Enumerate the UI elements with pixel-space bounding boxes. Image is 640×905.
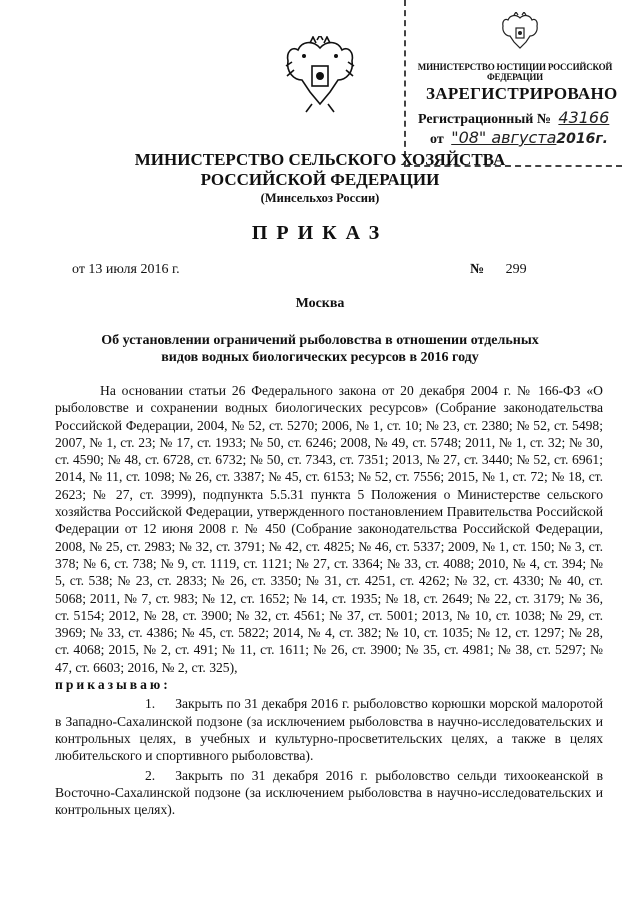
list-item: [55, 695, 603, 764]
city: Москва: [295, 296, 345, 311]
stamp-date: [430, 128, 608, 148]
item-text: Закрыть по 31 декабря 2016 г. рыболовство корюшки морской малоротой в Западно-Сахалинской подзоне (за исключением рыболовства в научно-исследовательских и контрольных целях, в учебных и культурно-просветительских целях, а также в целях любительского и спортивного рыболовства).: [55, 696, 603, 764]
stamp-date-year: 2016г.: [556, 131, 609, 147]
number-sign: №: [470, 262, 485, 277]
stamp-ministry: МИНИСТЕРСТВО ЮСТИЦИИ РОССИЙСКОЙ ФЕДЕРАЦИИ: [417, 62, 613, 82]
list-item: [55, 767, 603, 819]
stamp-reg-number: 43166: [558, 108, 610, 127]
item-number: 2.: [145, 767, 156, 783]
order-word: приказываю:: [55, 677, 171, 693]
order-word-line: [55, 676, 603, 693]
document-type-title: ПРИКАЗ: [251, 222, 389, 244]
coat-of-arms-icon: [500, 12, 540, 54]
stamp-reg-label: Регистрационный №: [418, 112, 551, 127]
registration-stamp: [404, 0, 622, 167]
coat-of-arms-icon: [282, 36, 358, 114]
order-number-value: 299: [505, 262, 527, 277]
subject-line1: Об установлении ограничений рыболовства в отношении отдельных: [101, 333, 539, 348]
subject-line2: видов водных биологических ресурсов в 2016 году: [161, 350, 479, 365]
order-number: [470, 262, 527, 278]
order-date: от 13 июля 2016 г.: [72, 262, 180, 277]
order-body: [55, 382, 603, 818]
ministry-name-line2: РОССИЙСКОЙ ФЕДЕРАЦИИ: [200, 170, 440, 189]
stamp-registration: [418, 108, 609, 128]
item-number: 1.: [145, 696, 156, 712]
item-text: Закрыть по 31 декабря 2016 г. рыболовство сельди тихоокеанской в Восточно-Сахалинской подзоне (за исключением рыболовства в научно-исследовательских и контрольных целях).: [55, 767, 603, 818]
ministry-name-line1: МИНИСТЕРСТВО СЕЛЬСКОГО ХОЗЯЙСТВА: [134, 150, 506, 169]
preamble-text: На основании статьи 26 Федерального закона от 20 декабря 2004 г. № 166-ФЗ «О рыболовстве и сохранении водных биологических ресурсов» (Собрание законодательства Российской Федерации, 2004, № 52, ст. 5270; 2006, № 1, ст. 10; № 23, ст. 2380; № 52, ст. 5498; 2007, № 1, ст. 23; № 17, ст. 1933; № 50, ст. 6246; 2008, № 49, ст. 5748; 2011, № 1, ст. 32; № 30, ст. 4590; № 48, ст. 6728, ст. 6732; № 50, ст. 7343, ст. 7351; 2013, № 27, ст. 3440; № 52, ст. 6961; 2014, № 11, ст. 1098; № 26, ст. 3387; № 45, ст. 6153; № 52, ст. 7556; 2015, № 1, ст. 72; № 18, ст. 2623; № 27, ст. 3999), подпункта 5.5.31 пункта 5 Положения о Министерстве сельского хозяйства Российской Федерации, утвержденного постановлением Правительства Российской Федерации от 12 июня 2008 г. № 450 (Собрание законодательства Российской Федерации, 2008, № 25, ст. 2983; № 32, ст. 3791; № 42, ст. 4825; № 46, ст. 5337; 2009, № 1, ст. 150; № 3, ст. 378; № 6, ст. 738; № 9, ст. 1119, ст. 1121; № 27, ст. 3364; № 33, ст. 4088; 2010, № 4, ст. 394; № 5, ст. 538; № 23, ст. 2833; № 26, ст. 3350; № 31, ст. 4251, ст. 4262; № 32, ст. 4330; № 40, ст. 5068; 2011, № 7, ст. 983; № 12, ст. 1652; № 14, ст. 1935; № 18, ст. 2649; № 22, ст. 3179; № 36, ст. 5154; 2012, № 28, ст. 3900; № 32, ст. 4561; № 37, ст. 5001; 2013, № 10, ст. 1038; № 29, ст. 3969; № 33, ст. 4386; № 45, ст. 5822; 2014, № 4, ст. 382; № 10, ст. 1035; № 12, ст. 1297; № 28, ст. 4068; 2015, № 2, ст. 491; № 11, ст. 1611; № 26, ст. 3900; № 35, ст. 4981; № 38, ст. 5297; № 47, ст. 6603; 2016, № 2, ст. 325),: [55, 383, 603, 675]
stamp-date-prefix: от: [430, 132, 444, 147]
ministry-short-name: (Минсельхоз России): [260, 191, 380, 205]
stamp-date-value: "08" августа: [451, 128, 557, 147]
preamble-paragraph: [55, 382, 603, 676]
stamp-title: ЗАРЕГИСТРИРОВАНО: [426, 84, 618, 103]
